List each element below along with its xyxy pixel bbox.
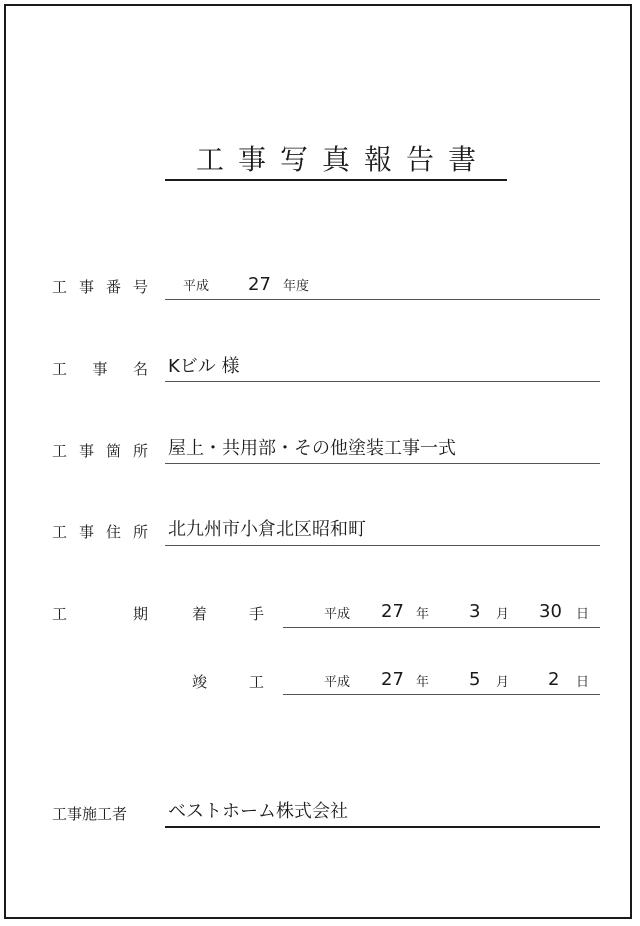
label-char: 所 (132, 442, 148, 460)
period-start-era: 平成 (324, 607, 351, 622)
label-char: 期 (132, 605, 148, 623)
construction-address-value: 北九州市小倉北区昭和町 (168, 519, 366, 540)
period-end-label (192, 672, 264, 692)
construction-name-label (52, 359, 148, 379)
construction-number-era: 平成 (183, 279, 210, 294)
label-char: 竣 (192, 673, 208, 691)
period-end-month-unit: 月 (496, 675, 510, 690)
construction-location-rule (165, 463, 600, 464)
label-char: 事 (78, 523, 94, 541)
period-end-day: 2 (548, 669, 560, 690)
period-start-month-unit: 月 (496, 607, 510, 622)
label-char: 手 (248, 605, 264, 623)
label-char: 着 (192, 605, 208, 623)
construction-address-label (52, 522, 148, 542)
label-char: 事 (92, 360, 108, 378)
construction-name-value: Kビル 様 (168, 356, 240, 377)
period-end-year: 27 (381, 669, 404, 690)
label-char: 箇 (105, 442, 121, 460)
label-char: 工 (52, 442, 68, 460)
construction-location-value: 屋上・共用部・その他塗装工事一式 (168, 438, 456, 459)
construction-location-label (52, 441, 148, 461)
label-char: 工 (248, 673, 264, 691)
period-start-day-unit: 日 (576, 607, 590, 622)
label-char: 事 (78, 442, 94, 460)
period-start-label (192, 604, 264, 624)
period-end-month: 5 (469, 669, 481, 690)
period-end-rule (283, 694, 600, 695)
label-char: 所 (132, 523, 148, 541)
construction-name-rule (165, 381, 600, 382)
construction-number-year: 27 (248, 274, 271, 295)
period-end-year-unit: 年 (416, 675, 430, 690)
label-char: 工 (52, 360, 68, 378)
label-char: 号 (132, 278, 148, 296)
label-char: 工 (52, 605, 68, 623)
construction-address-rule (165, 545, 600, 546)
period-start-year-unit: 年 (416, 607, 430, 622)
document-title: 工事写真報告書 (195, 143, 490, 176)
period-start-day: 30 (539, 601, 562, 622)
period-end-day-unit: 日 (576, 675, 590, 690)
contractor-value: ベストホーム株式会社 (168, 801, 348, 822)
label-char: 事 (78, 278, 94, 296)
period-start-rule (283, 627, 600, 628)
label-char: 工 (52, 278, 68, 296)
construction-number-rule (165, 299, 600, 300)
title-underline (165, 179, 507, 181)
label-char: 番 (105, 278, 121, 296)
label-char: 工 (52, 523, 68, 541)
construction-period-label (52, 604, 148, 624)
label-char: 住 (105, 523, 121, 541)
construction-number-label (52, 277, 148, 297)
period-start-year: 27 (381, 601, 404, 622)
construction-number-suffix: 年度 (283, 279, 310, 294)
label-char: 名 (132, 360, 148, 378)
period-end-era: 平成 (324, 675, 351, 690)
contractor-label: 工事施工者 (52, 805, 128, 823)
period-start-month: 3 (469, 601, 481, 622)
contractor-rule (165, 826, 600, 828)
